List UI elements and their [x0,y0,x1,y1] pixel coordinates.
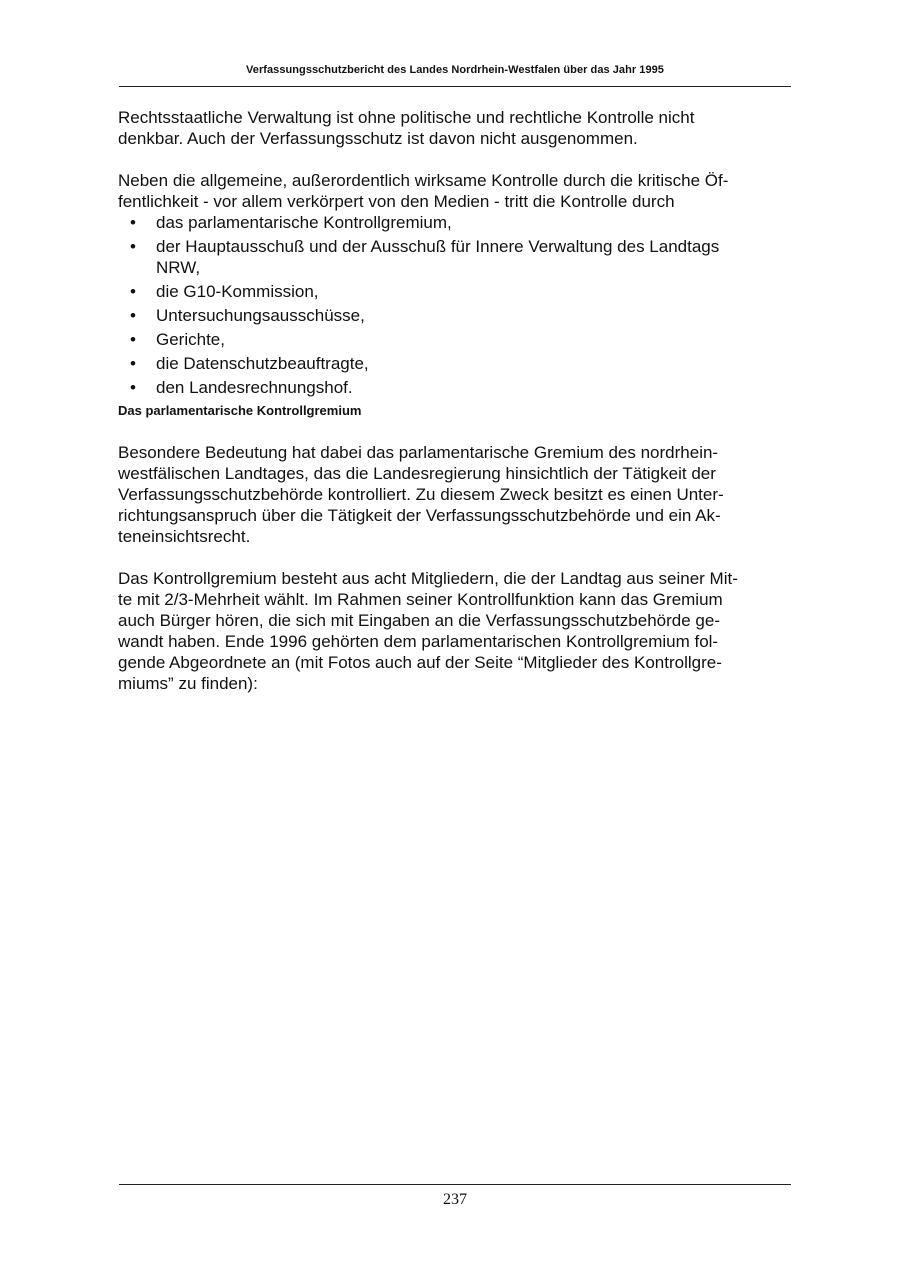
list-item [118,281,778,302]
list-item [118,236,778,278]
bullet-icon: • [130,237,136,256]
bullet-icon: • [130,378,136,397]
list-item-text: Gerichte, [156,330,225,349]
control-bodies-list [118,212,778,398]
footer-divider [119,1184,791,1185]
list-item [118,377,778,398]
list-item [118,305,778,326]
section-heading: Das parlamentarische Kontrollgremium [118,403,362,418]
list-item-text: der Hauptausschuß und der Ausschuß für Innere Verwaltung des Landtags NRW, [156,237,720,277]
page-body [118,107,778,694]
list-item-text: das parlamentarische Kontrollgremium, [156,213,452,232]
intro-paragraph: Rechtsstaatliche Verwaltung ist ohne politische und rechtliche Kontrolle nicht denkbar. Auch der Verfassungsschutz ist davon nicht ausgenommen. [118,108,695,148]
page-number: 237 [443,1191,467,1208]
list-item-text: die G10-Kommission, [156,282,319,301]
section-paragraph-members: Das Kontrollgremium besteht aus acht Mitgliedern, die der Landtag aus seiner Mit- te mit 2/3-Mehrheit wählt. Im Rahmen seiner Kontrollfunktion kann das Gremium auch Bürger hören, die sich mit Eingaben an die Verfassungsschutzbehörde ge- wandt haben. Ende 1996 gehörten dem parlamentarischen Kontrollgremium fol- gende Abgeordnete an (mit Fotos auch auf der Seite “Mitglieder des Kontrollgre- miums” zu finden): [118,569,738,693]
control-paragraph: Neben die allgemeine, außerordentlich wirksame Kontrolle durch die kritische Öf- fentlichkeit - vor allem verkörpert von den Medien - tritt die Kontrolle durch [118,171,729,211]
list-item-text: die Datenschutzbeauftragte, [156,354,369,373]
bullet-icon: • [130,282,136,301]
bullet-icon: • [130,306,136,325]
list-item [118,353,778,374]
list-item [118,329,778,350]
list-item-text: Untersuchungsausschüsse, [156,306,365,325]
page-header: Verfassungsschutzbericht des Landes Nordrhein-Westfalen über das Jahr 1995 [246,64,664,76]
header-divider [119,86,791,87]
bullet-icon: • [130,354,136,373]
bullet-icon: • [130,330,136,349]
list-item [118,212,778,233]
bullet-icon: • [130,213,136,232]
section-paragraph-oversight: Besondere Bedeutung hat dabei das parlamentarische Gremium des nordrhein- westfälischen Landtages, das die Landesregierung hinsichtlich der Tätigkeit der Verfassungsschutzbehörde kontrolliert. Zu diesem Zweck besitzt es einen Unter- richtungsanspruch über die Tätigkeit der Verfassungsschutzbehörde und ein Ak- teneinsichtsrecht. [118,443,724,546]
list-item-text: den Landesrechnungshof. [156,378,353,397]
